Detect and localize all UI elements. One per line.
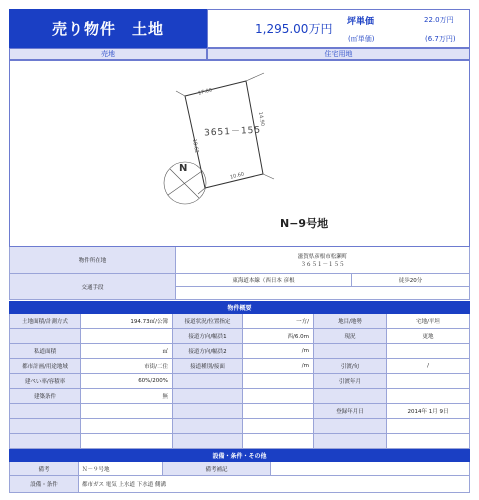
address-line1: 滋賀県彦根市松瀬町 bbox=[297, 254, 348, 260]
overview-label bbox=[173, 344, 243, 359]
overview-text: 現況 bbox=[344, 334, 356, 340]
overview-label bbox=[9, 329, 81, 344]
setsubi-value: 都市ガス 電気 上水道 下水道 側溝 bbox=[79, 476, 470, 493]
setsubi-title: 設備・条件・その他 bbox=[212, 453, 267, 460]
overview-value bbox=[81, 374, 173, 389]
overview-value bbox=[243, 434, 314, 449]
biko-hoki-value bbox=[271, 462, 470, 476]
overview-text: 宅地/平坦 bbox=[416, 319, 440, 325]
overview-text: 都市計画/用途地域 bbox=[22, 364, 68, 370]
land-use: 住宅用地 bbox=[324, 50, 353, 58]
overview-label bbox=[173, 374, 243, 389]
overview-value bbox=[243, 344, 314, 359]
edge-label-right: 14.90 bbox=[256, 111, 266, 127]
lot-side-line bbox=[263, 174, 274, 179]
overview-label bbox=[9, 404, 81, 419]
overview-label bbox=[9, 419, 81, 434]
overview-label bbox=[9, 314, 81, 329]
overview-label bbox=[314, 359, 387, 374]
overview-label bbox=[173, 314, 243, 329]
overview-label bbox=[314, 374, 387, 389]
parcel-number: 3651－155 bbox=[203, 125, 262, 139]
overview-text: /m bbox=[301, 348, 309, 354]
overview-label bbox=[314, 329, 387, 344]
overview-text: 土地面積/計測方式 bbox=[22, 319, 68, 325]
overview-value bbox=[243, 359, 314, 374]
overview-value bbox=[387, 389, 470, 404]
overview-text: 地目/地勢 bbox=[338, 319, 362, 325]
overview-text: 引渡/旬 bbox=[340, 364, 360, 370]
map-area bbox=[9, 60, 470, 247]
overview-text: 建築条件 bbox=[33, 394, 56, 400]
tsubo-label: 坪単価 bbox=[347, 17, 375, 27]
overview-text: 194.73㎡/公簿 bbox=[130, 319, 168, 325]
overview-value bbox=[243, 419, 314, 434]
overview-value bbox=[387, 434, 470, 449]
address-value bbox=[176, 247, 470, 274]
overview-value bbox=[81, 314, 173, 329]
overview-title: 物件概要 bbox=[227, 305, 252, 312]
overview-label bbox=[314, 389, 387, 404]
overview-value bbox=[81, 344, 173, 359]
overview-value bbox=[243, 374, 314, 389]
address-label: 物件所在地 bbox=[9, 247, 176, 274]
overview-value bbox=[387, 404, 470, 419]
overview-label bbox=[173, 404, 243, 419]
overview-label bbox=[9, 389, 81, 404]
overview-text: 接道種別/接面 bbox=[190, 364, 225, 370]
subheader-right bbox=[207, 48, 470, 60]
page-title: 売り物件 土地 bbox=[51, 20, 164, 38]
overview-value bbox=[387, 419, 470, 434]
overview-label bbox=[9, 374, 81, 389]
biko-hoki-label: 備考補記 bbox=[163, 462, 271, 476]
overview-value bbox=[243, 389, 314, 404]
address-line2: ３６５１－１５５ bbox=[300, 262, 345, 268]
edge-label-left: 18.62 bbox=[190, 138, 200, 154]
overview-label bbox=[9, 359, 81, 374]
overview-value bbox=[81, 434, 173, 449]
setsubi-label: 設備・条件 bbox=[9, 476, 79, 493]
transport-line: 東海道本線（西日本 彦根 bbox=[176, 274, 352, 287]
header-title-box bbox=[9, 9, 207, 48]
lot-side-line bbox=[176, 91, 185, 96]
overview-text: 登録年月日 bbox=[336, 409, 364, 415]
m2-label: (㎡単価) bbox=[348, 35, 375, 43]
overview-text: 接道方向/幅員2 bbox=[188, 349, 227, 355]
overview-table bbox=[9, 314, 470, 449]
overview-text: 引渡年月 bbox=[338, 379, 361, 385]
overview-value bbox=[81, 389, 173, 404]
overview-text: 接道方向/幅員1 bbox=[188, 334, 227, 340]
price-value: 1,295.00万円 bbox=[255, 22, 333, 36]
overview-value bbox=[243, 404, 314, 419]
overview-label bbox=[173, 359, 243, 374]
overview-value bbox=[387, 344, 470, 359]
overview-header bbox=[9, 301, 470, 314]
lot-map bbox=[10, 61, 469, 246]
biko-value: Ｎ－９号地 bbox=[79, 462, 163, 476]
overview-value bbox=[387, 329, 470, 344]
overview-value bbox=[81, 419, 173, 434]
m2-value: (6.7万円) bbox=[425, 35, 456, 43]
transport-empty bbox=[176, 287, 470, 300]
overview-text: / bbox=[427, 363, 429, 369]
lot-side-line bbox=[246, 73, 264, 81]
tsubo-value: 22.0万円 bbox=[424, 16, 454, 24]
overview-text: 私道面積 bbox=[33, 349, 56, 355]
overview-label bbox=[173, 329, 243, 344]
overview-text: 60%/200% bbox=[138, 378, 168, 384]
overview-value bbox=[81, 329, 173, 344]
overview-text: 接道状況/位置指定 bbox=[184, 319, 231, 325]
overview-text: ㎡ bbox=[162, 349, 168, 355]
overview-label bbox=[9, 434, 81, 449]
overview-text: 2014年 1月 9日 bbox=[407, 409, 449, 415]
transport-label: 交通手段 bbox=[9, 274, 176, 300]
overview-label bbox=[173, 419, 243, 434]
overview-value bbox=[243, 329, 314, 344]
overview-text: 建ぺい率/容積率 bbox=[24, 379, 66, 385]
lot-side-line bbox=[198, 188, 205, 194]
overview-value bbox=[81, 359, 173, 374]
overview-value bbox=[81, 404, 173, 419]
overview-label bbox=[314, 404, 387, 419]
biko-label: 備考 bbox=[9, 462, 79, 476]
north-label: N bbox=[179, 163, 188, 174]
overview-label bbox=[314, 434, 387, 449]
overview-label bbox=[173, 434, 243, 449]
setsubi-header bbox=[9, 449, 470, 462]
transport-walk: 徒歩20分 bbox=[352, 274, 470, 287]
edge-label-bottom: 10.60 bbox=[229, 171, 245, 181]
overview-value bbox=[387, 314, 470, 329]
overview-label bbox=[314, 344, 387, 359]
overview-text: 更地 bbox=[422, 334, 434, 340]
overview-label bbox=[314, 419, 387, 434]
overview-value bbox=[387, 359, 470, 374]
edge-label-top: 17.00 bbox=[197, 87, 213, 97]
lot-label: N−9号地 bbox=[280, 217, 329, 230]
subheader-left bbox=[9, 48, 207, 60]
overview-label bbox=[314, 314, 387, 329]
overview-text: 無 bbox=[162, 394, 168, 400]
overview-label bbox=[173, 389, 243, 404]
property-type: 売地 bbox=[101, 50, 115, 58]
overview-text: 西/6.0m bbox=[287, 334, 309, 340]
overview-text: /m bbox=[301, 363, 309, 369]
overview-label bbox=[9, 344, 81, 359]
overview-value bbox=[243, 314, 314, 329]
compass-needle bbox=[168, 171, 202, 195]
overview-text: 一方/ bbox=[296, 319, 309, 325]
overview-text: 市街/二住 bbox=[144, 364, 168, 370]
overview-value bbox=[387, 374, 470, 389]
